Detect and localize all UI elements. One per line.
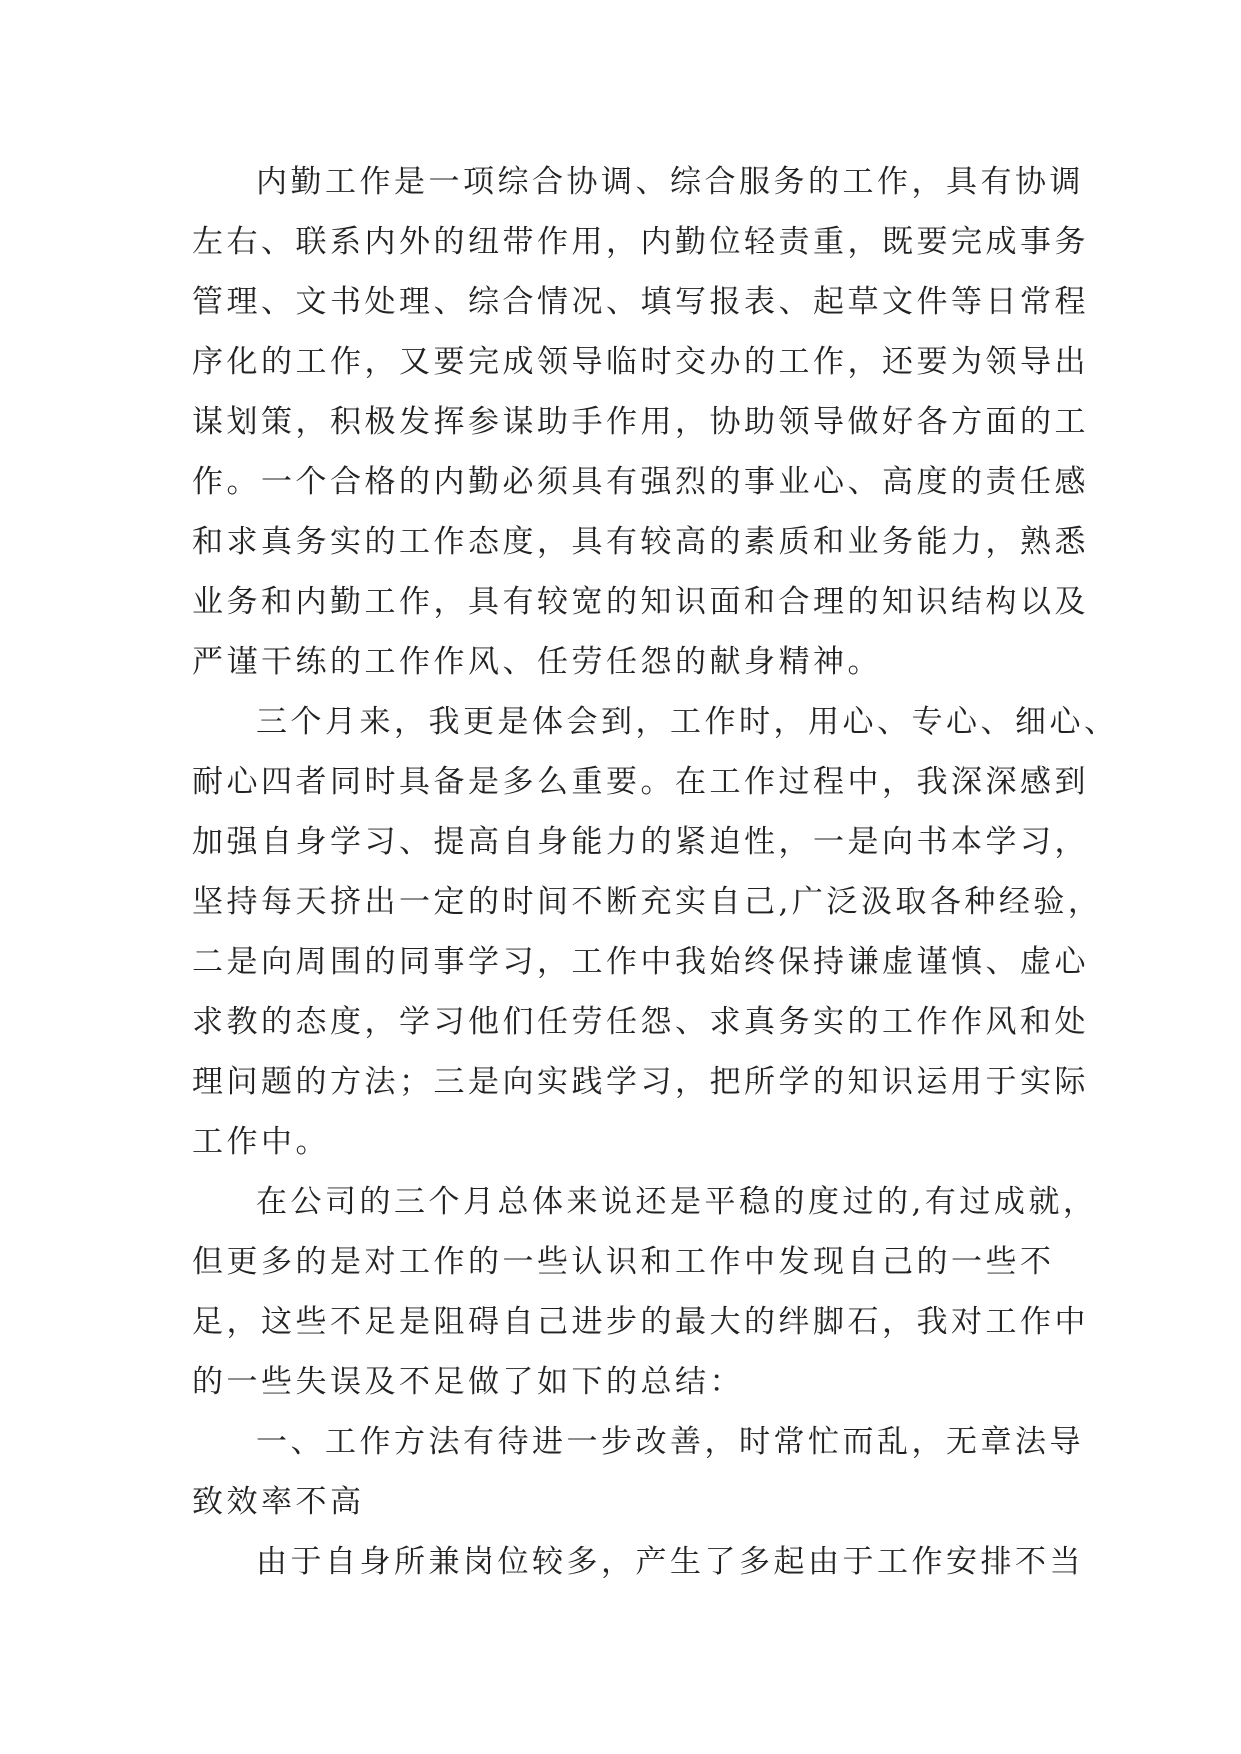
section-heading [192,1412,1084,1532]
text-line: 三个月来，我更是体会到，工作时，用心、专心、细心、 [256,704,1119,740]
text-line: 工作中。 [192,1124,330,1160]
text-line: 求教的态度，学习他们任劳任怨、求真务实的工作作风和处 [192,1004,1089,1040]
text-line: 致效率不高 [192,1484,365,1520]
text-line: 管理、文书处理、综合情况、填写报表、起草文件等日常程 [192,284,1089,320]
body-text [192,152,1119,1592]
text-line: 加强自身学习、提高自身能力的紧迫性，一是向书本学习， [192,824,1089,860]
text-line: 在公司的三个月总体来说还是平稳的度过的,有过成就， [256,1184,1098,1220]
text-line: 和求真务实的工作态度，具有较高的素质和业务能力，熟悉 [192,524,1089,560]
paragraph [192,692,1119,1172]
text-line: 但更多的是对工作的一些认识和工作中发现自己的一些不 [192,1244,1055,1280]
text-line: 的一些失误及不足做了如下的总结： [192,1364,744,1400]
text-line: 一、工作方法有待进一步改善，时常忙而乱，无章法导 [256,1424,1084,1460]
text-line: 坚持每天挤出一定的时间不断充实自己,广泛汲取各种经验， [192,884,1103,920]
text-line: 谋划策，积极发挥参谋助手作用，协助领导做好各方面的工 [192,404,1089,440]
paragraph [192,152,1089,692]
text-line: 序化的工作，又要完成领导临时交办的工作，还要为领导出 [192,344,1089,380]
text-line: 足，这些不足是阻碍自己进步的最大的绊脚石，我对工作中 [192,1304,1089,1340]
text-line: 业务和内勤工作，具有较宽的知识面和合理的知识结构以及 [192,584,1089,620]
paragraph [192,1532,1084,1592]
text-line: 理问题的方法；三是向实践学习，把所学的知识运用于实际 [192,1064,1089,1100]
paragraph [192,1172,1098,1412]
text-line: 严谨干练的工作作风、任劳任怨的献身精神。 [192,644,882,680]
text-line: 耐心四者同时具备是多么重要。在工作过程中，我深深感到 [192,764,1089,800]
text-line: 作。一个合格的内勤必须具有强烈的事业心、高度的责任感 [192,464,1089,500]
text-line: 左右、联系内外的纽带作用，内勤位轻责重，既要完成事务 [192,224,1089,260]
text-line: 内勤工作是一项综合协调、综合服务的工作，具有协调 [256,164,1084,200]
text-line: 二是向周围的同事学习，工作中我始终保持谦虚谨慎、虚心 [192,944,1089,980]
text-line: 由于自身所兼岗位较多，产生了多起由于工作安排不当 [256,1544,1084,1580]
